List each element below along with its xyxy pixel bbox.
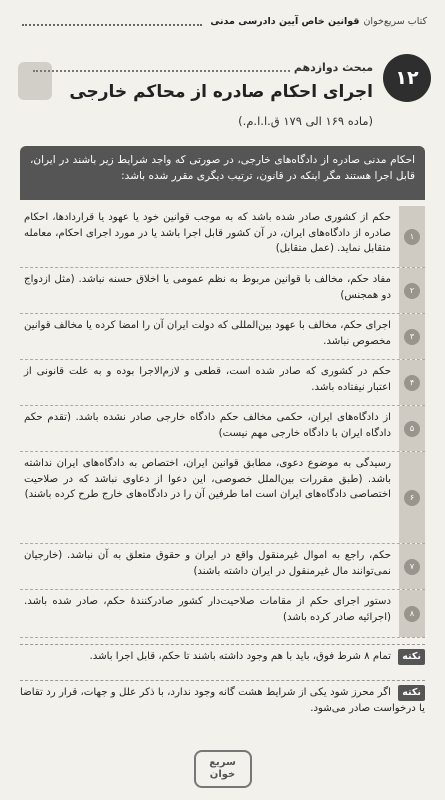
- header-dots: [22, 16, 202, 26]
- chapter-dots: [33, 62, 290, 72]
- note-tag: نکته: [398, 649, 425, 665]
- condition-row: [20, 452, 425, 544]
- condition-text: مفاد حکم، مخالف با قوانین مربوط به نظم عمومی یا اخلاق حسنه نباشد. (مثل ازدواج دو همجنس): [24, 274, 391, 301]
- condition-row: [20, 360, 425, 406]
- condition-number: ۶: [399, 452, 425, 543]
- condition-row: [20, 544, 425, 590]
- condition-row: [20, 590, 425, 638]
- note-2: [20, 680, 425, 731]
- series-name: کتاب سریع‌خوان: [363, 15, 427, 27]
- condition-text: از دادگاه‌های ایران، حکمی مخالف حکم دادگاه خارجی صادر نشده باشد. (تقدم حکم دادگاه ایران با دادگاه خارجی مهم نیست): [24, 412, 391, 439]
- condition-number: ۴: [399, 360, 425, 405]
- condition-row: [20, 268, 425, 314]
- logo-line-1: سریع: [209, 757, 236, 768]
- chapter-number-badge: ۱۲: [383, 54, 431, 102]
- condition-text: حکم در کشوری که صادر شده است، قطعی و لازم‌الاجرا بوده و به علت قانونی از اعتبار نیفتاده باشد.: [24, 366, 391, 393]
- condition-number: ۷: [399, 544, 425, 589]
- intro-box: احکام مدنی صادره از دادگاه‌های خارجی، در صورتی که واجد شرایط زیر باشند در ایران، قابل اجرا هستند مگر اینکه در قانون، ترتیب دیگری مقرر شده باشد:: [20, 146, 425, 200]
- note-text: اگر محرز شود یکی از شرایط هشت گانه وجود ندارد، با ذکر علل و جهات، قرار رد تقاضا یا درخواست صادر می‌شود.: [20, 687, 425, 714]
- condition-text: حکم از کشوری صادر شده باشد که به موجب قوانین خود یا عهود یا قراردادها، احکام صادره از دادگاه‌های ایران، در آن کشور قابل اجرا باشد یا در مورد اجرای احکام، معامله متقابل نماید. (عمل متقابل): [24, 212, 391, 254]
- note-tag: نکته: [398, 685, 425, 701]
- condition-number: ۳: [399, 314, 425, 359]
- book-title: قوانین خاص آیین دادرسی مدنی: [210, 15, 360, 27]
- chapter-label: [33, 58, 373, 76]
- condition-number: ۵: [399, 406, 425, 451]
- condition-text: رسیدگی به موضوع دعوی، مطابق قوانین ایران، اختصاص به دادگاه‌های ایران نداشته باشد. (طبق مقررات بین‌الملل خصوصی، این دعوا از دعاوی نباشد که در صلاحیت اختصاصی دادگاه‌های ایران است اما طرفین آن را در دادگاه‌های خارج طرح کرده باشند): [24, 458, 391, 500]
- section-title: اجرای احکام صادره از محاکم خارجی: [69, 82, 373, 102]
- condition-text: حکم، راجع به اموال غیرمنقول واقع در ایران و حقوق متعلق به آن نباشد. (خارجیان نمی‌توانند مال غیرمنقول در ایران داشته باشند): [24, 550, 391, 577]
- condition-number: ۱: [399, 206, 425, 267]
- chapter-label-text: مبحث دوازدهم: [293, 60, 373, 74]
- condition-text: اجرای حکم، مخالف با عهود بین‌المللی که دولت ایران آن را امضا کرده یا مخالف قوانین مخصوص نباشد.: [24, 320, 391, 347]
- condition-number: ۲: [399, 268, 425, 313]
- condition-row: [20, 206, 425, 268]
- condition-row: [20, 314, 425, 360]
- logo-line-2: خوان: [209, 769, 236, 780]
- publisher-logo: [194, 750, 252, 788]
- condition-text: دستور اجرای حکم از مقامات صلاحیت‌دار کشور صادرکنندهٔ حکم، صادر شده باشد. (اجرائیه صادر کرده باشد): [24, 596, 391, 623]
- condition-number: ۸: [399, 590, 425, 637]
- condition-row: [20, 406, 425, 452]
- articles-reference: (ماده ۱۶۹ الی ۱۷۹ ق.ا.ا.م.): [238, 114, 373, 128]
- note-text: تمام ۸ شرط فوق، باید با هم وجود داشته باشند تا حکم، قابل اجرا باشد.: [89, 651, 392, 662]
- note-1: [20, 644, 425, 679]
- running-header: [18, 12, 427, 30]
